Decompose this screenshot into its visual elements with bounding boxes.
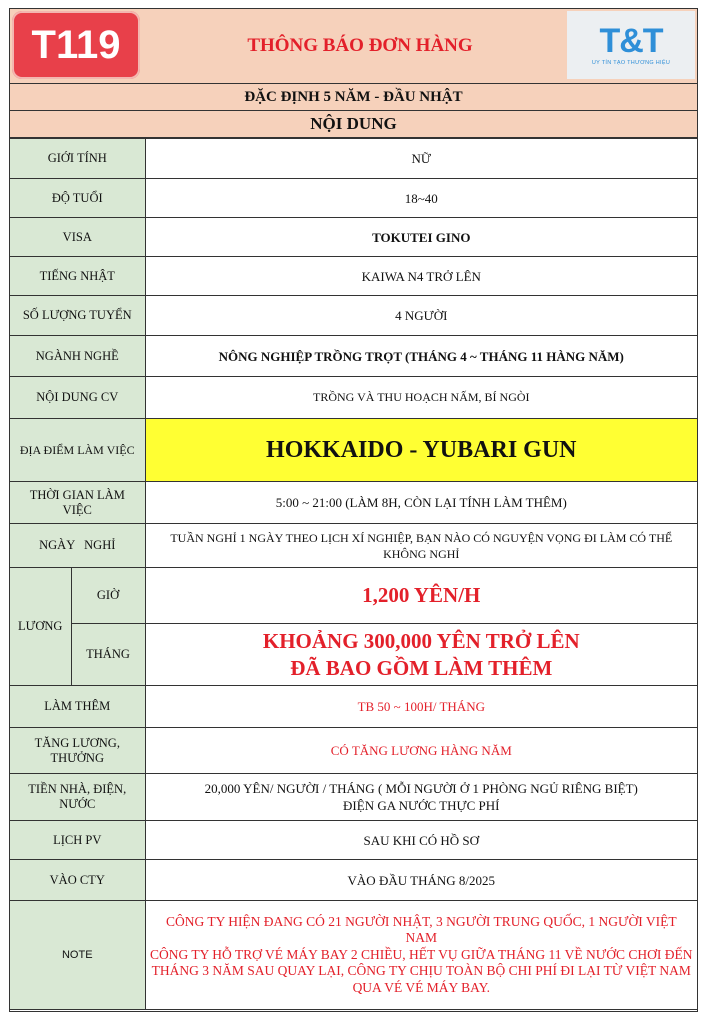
logo-mark-text: T&T [599,22,663,60]
order-code-badge: T119 [12,11,140,79]
table-row [10,686,697,728]
salary-month-value [145,624,697,686]
salary-label: LƯƠNG [10,568,71,686]
table-row [10,377,697,419]
visa-label: VISA [10,218,145,257]
housing-line1: 20,000 YÊN/ NGƯỜI / THÁNG ( MỖI NGƯỜI Ở 1 PHÒNG NGỦ RIÊNG BIỆT) [204,781,638,796]
salary-hour-label: GIỜ [71,568,145,624]
table-row [10,568,697,624]
housing-label: TIỀN NHÀ, ĐIỆN, NƯỚC [10,774,145,821]
location-value: HOKKAIDO - YUBARI GUN [145,419,697,482]
salary-month-label: THÁNG [71,624,145,686]
section-title: NỘI DUNG [10,111,697,138]
salary-month-line1: KHOẢNG 300,000 YÊN TRỞ LÊN [262,628,580,653]
table-row [10,728,697,774]
notice-title: THÔNG BÁO ĐƠN HÀNG [247,35,473,56]
logo-mark [599,24,662,58]
order-subtitle: ĐẶC ĐỊNH 5 NĂM - ĐẦU NHẬT [10,84,697,111]
days-off-label: NGÀY NGHỈ [10,524,145,568]
job-content-label: NỘI DUNG CV [10,377,145,419]
table-row [10,179,697,218]
japanese-value: KAIWA N4 TRỞ LÊN [145,257,697,296]
interview-value: SAU KHI CÓ HỒ SƠ [145,821,697,860]
table-row [10,624,697,686]
note-value [145,901,697,1010]
location-label: ĐỊA ĐIỂM LÀM VIỆC [10,419,145,482]
start-value: VÀO ĐẦU THÁNG 8/2025 [145,860,697,901]
industry-label: NGÀNH NGHỀ [10,336,145,377]
job-details-table [10,138,697,1010]
visa-value: TOKUTEI GINO [145,218,697,257]
age-label: ĐỘ TUỔI [10,179,145,218]
industry-value: NÔNG NGHIỆP TRỒNG TRỌT (THÁNG 4 ~ THÁNG 11 HÀNG NĂM) [145,336,697,377]
salary-month-line2: ĐÃ BAO GỒM LÀM THÊM [290,655,553,680]
logo-tagline: UY TÍN TẠO THƯƠNG HIỆU [591,60,671,66]
job-content-value: TRỒNG VÀ THU HOẠCH NẤM, BÍ NGÒI [145,377,697,419]
table-row [10,482,697,524]
notice-header [10,9,697,84]
raise-value: CÓ TĂNG LƯƠNG HÀNG NĂM [145,728,697,774]
interview-label: LỊCH PV [10,821,145,860]
table-row [10,336,697,377]
overtime-label: LÀM THÊM [10,686,145,728]
gender-value: NỮ [145,139,697,179]
table-row [10,419,697,482]
table-row [10,901,697,1010]
salary-hour-value: 1,200 YÊN/H [145,568,697,624]
quantity-value: 4 NGƯỜI [145,296,697,336]
table-row [10,139,697,179]
housing-value [145,774,697,821]
work-time-label: THỜI GIAN LÀM VIỆC [10,482,145,524]
table-row [10,218,697,257]
table-row [10,296,697,336]
note-line2: CÔNG TY HỖ TRỢ VÉ MÁY BAY 2 CHIỀU, HẾT VỤ GIỮA THÁNG 11 VỀ NƯỚC CHƠI ĐẾN THÁNG 3 NĂM SAU QUAY LẠI, CÔNG TY CHỊU TOÀN BỘ CHI PHÍ ĐI LẠI TỪ VIỆT NAM QUA VÉ VÉ MÁY BAY. [150,946,693,995]
overtime-value: TB 50 ~ 100H/ THÁNG [145,686,697,728]
work-time-value: 5:00 ~ 21:00 (LÀM 8H, CÒN LẠI TÍNH LÀM THÊM) [145,482,697,524]
quantity-label: SỐ LƯỢNG TUYỂN [10,296,145,336]
table-row [10,257,697,296]
company-logo [567,11,695,79]
note-line1: CÔNG TY HIỆN ĐANG CÓ 21 NGƯỜI NHẬT, 3 NGƯỜI TRUNG QUỐC, 1 NGƯỜI VIỆT NAM [165,913,677,946]
japanese-label: TIẾNG NHẬT [10,257,145,296]
housing-line2: ĐIỆN GA NƯỚC THỰC PHÍ [343,798,500,813]
table-row [10,860,697,901]
days-off-value: TUẦN NGHỈ 1 NGÀY THEO LỊCH XÍ NGHIỆP, BẠN NÀO CÓ NGUYỆN VỌNG ĐI LÀM CÓ THỂ KHÔNG NGHỈ [145,524,697,568]
table-row [10,821,697,860]
table-row [10,524,697,568]
start-label: VÀO CTY [10,860,145,901]
gender-label: GIỚI TÍNH [10,139,145,179]
job-notice-sheet [9,8,698,1012]
note-label: NOTE [10,901,145,1010]
raise-label: TĂNG LƯƠNG, THƯỞNG [10,728,145,774]
age-value: 18~40 [145,179,697,218]
table-row [10,774,697,821]
